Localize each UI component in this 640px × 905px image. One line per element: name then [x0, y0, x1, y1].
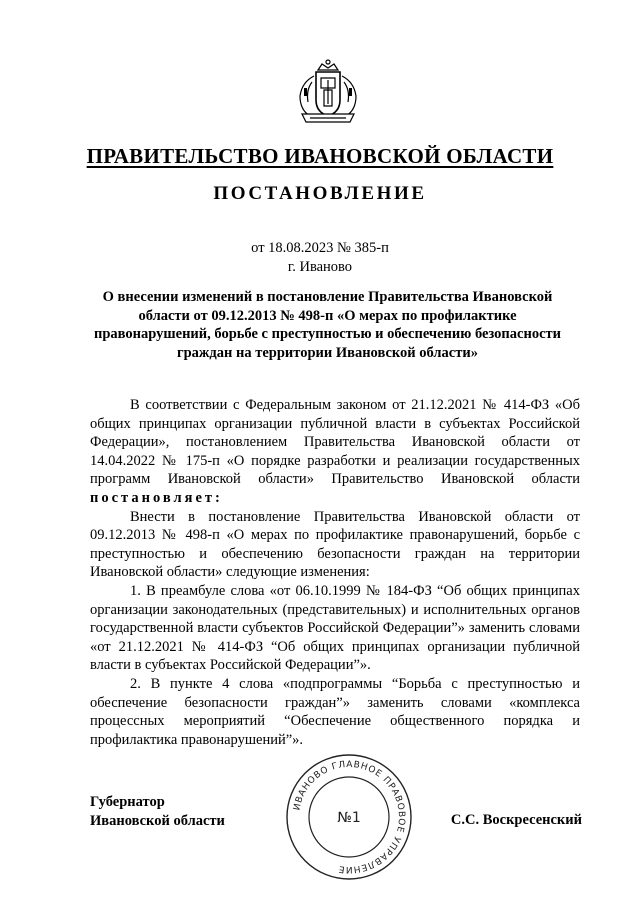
preamble-paragraph — [90, 396, 580, 508]
resolves-word: постановляет: — [90, 489, 223, 506]
document-body — [90, 396, 580, 749]
signatory-name: С.С. Воскресенский — [450, 812, 582, 828]
item-1-paragraph: 1. В преамбуле слова «от 06.10.1999 № 184-ФЗ “Об общих принципах организации законодательных (представительных) и исполнительных органов государственной власти субъектов Российской Федерации”» заменить словами «от 21.12.2021 № 414-ФЗ “Об общих принципах организации публичной власти в субъектах Российской Федерации”». — [90, 582, 580, 674]
signatory-title — [90, 793, 225, 830]
stamp-ring-text: ИВАНОВО ГЛАВНОЕ ПРАВОВОЕ УПРАВЛЕНИЕ — [292, 759, 407, 875]
document-type: ПОСТАНОВЛЕНИЕ — [213, 183, 427, 204]
document-subject: О внесении изменений в постановление Правительства Ивановской области от 09.12.2013 № 498-п «О мерах по профилактике правонарушений, борьбе с преступностью и обеспечению безопасности граждан на территории Ивановской области» — [94, 289, 561, 361]
intro-paragraph: Внести в постановление Правительства Ивановской области от 09.12.2013 № 498-п «О мерах по профилактике правонарушений, борьбе с преступностью и обеспечению безопасности граждан на территории Ивановской области» следующие изменения: — [90, 508, 580, 581]
item-2-paragraph: 2. В пункте 4 слова «подпрограммы “Борьба с преступностью и обеспечение безопасности граждан”» заменить словами «комплекса процессных мероприятий “Обеспечение общественного порядка и профилактика правонарушений”». — [90, 675, 580, 748]
preamble-text: В соответствии с Федеральным законом от 21.12.2021 № 414-ФЗ «Об общих принципах организации публичной власти в субъектах Российской Федерации», постановлением Правительства Ивановской области от 14.04.2022 № 175-п «О порядке разработки и реализации государственных программ Ивановской области» Правительство Ивановской области — [90, 397, 580, 488]
coat-of-arms-icon — [288, 56, 368, 128]
official-stamp-icon — [284, 752, 414, 882]
organization-title — [0, 144, 640, 169]
signatory-title-line1: Губернатор — [90, 794, 165, 810]
date-number: от 18.08.2023 № 385-п — [251, 240, 389, 256]
organization-title-text: ПРАВИТЕЛЬСТВО ИВАНОВСКОЙ ОБЛАСТИ — [86, 144, 554, 168]
stamp-number: №1 — [337, 810, 361, 826]
city: г. Иваново — [287, 259, 353, 275]
signatory-title-line2: Ивановской области — [90, 812, 225, 829]
